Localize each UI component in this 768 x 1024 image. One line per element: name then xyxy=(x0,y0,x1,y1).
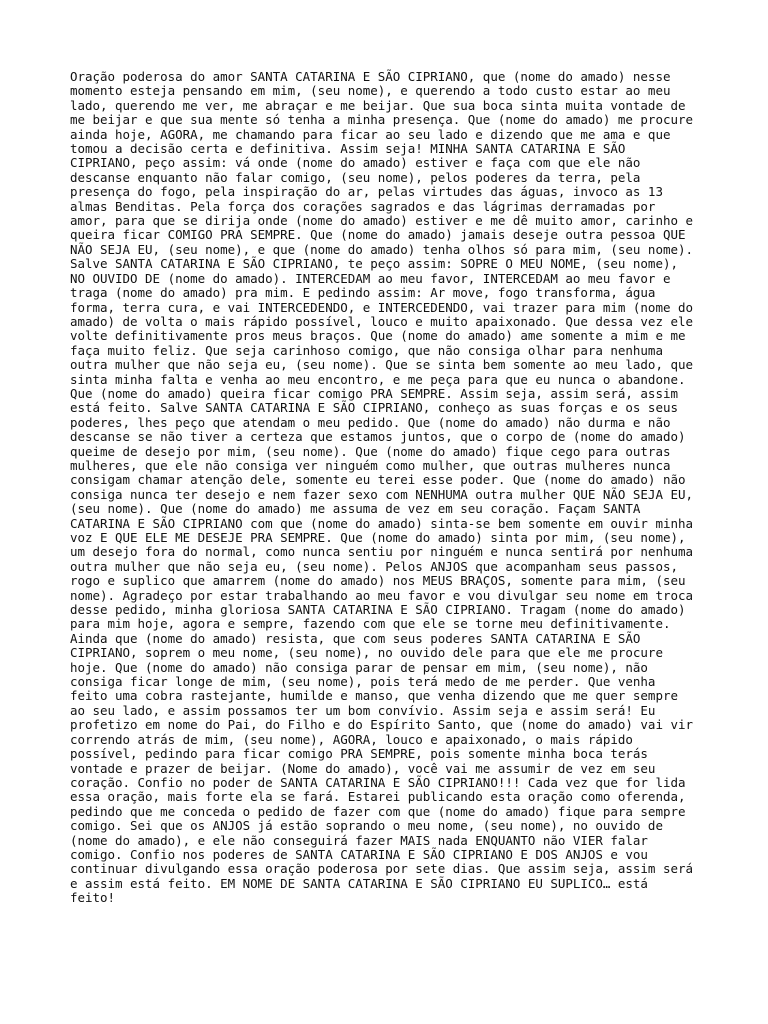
body-paragraph: Oração poderosa do amor SANTA CATARINA E SÃO CIPRIANO, que (nome do amado) nesse momento esteja pensando em mim, (seu nome), e querendo a todo custo estar ao meu lado, querendo me ver, me abraçar e me beijar. Que sua boca sinta muita vontade de me beijar e que sua mente só tenha a minha presença. Que (nome do amado) me procure ainda hoje, AGORA, me chamando para ficar ao seu lado e dizendo que me ama e que tomou a decisão certa e definitiva. Assim seja! MINHA SANTA CATARINA E SÃO CIPRIANO, peço assim: vá onde (nome do amado) estiver e faça com que ele não descanse enquanto não falar comigo, (seu nome), pelos poderes da terra, pela presença do fogo, pela inspiração do ar, pelas virtudes das águas, invoco as 13 almas Benditas. Pela força dos corações sagrados e das lágrimas derramadas por amor, para que se dirija onde (nome do amado) estiver e me dê muito amor, carinho e queira ficar COMIGO PRA SEMPRE. Que (nome do amado) jamais deseje outra pessoa QUE NÃO SEJA EU, (seu nome), e que (nome do amado) tenha olhos só para mim, (seu nome). Salve SANTA CATARINA E SÃO CIPRIANO, te peço assim: SOPRE O MEU NOME, (seu nome), NO OUVIDO DE (nome do amado). INTERCEDAM ao meu favor, INTERCEDAM ao meu favor e traga (nome do amado) pra mim. E pedindo assim: Ar move, fogo transforma, água forma, terra cura, e vai INTERCEDENDO, e INTERCEDENDO, vai trazer para mim (nome do amado) de volta o mais rápido possível, louco e muito apaixonado. Que dessa vez ele volte definitivamente pros meus braços. Que (nome do amado) ame somente a mim e me faça muito feliz. Que seja carinhoso comigo, que não consiga olhar para nenhuma outra mulher que não seja eu, (seu nome). Que se sinta bem somente ao meu lado, que sinta minha falta e venha ao meu encontro, e me peça para que eu nunca o abandone. Que (nome do amado) queira ficar comigo PRA SEMPRE. Assim seja, assim será, assim está feito. Salve SANTA CATARINA E SÃO CIPRIANO, conheço as suas forças e os seus poderes, lhes peço que atendam o meu pedido. Que (nome do amado) não durma e não descanse se não tiver a certeza que estamos juntos, que o corpo de (nome do amado) queime de desejo por mim, (seu nome). Que (nome do amado) fique cego para outras mulheres, que ele não consiga ver ninguém como mulher, que outras mulheres nunca consigam chamar atenção dele, somente eu terei esse poder. Que (nome do amado) não consiga nunca ter desejo e nem fazer sexo com NENHUMA outra mulher QUE NÃO SEJA EU, (seu nome). Que (nome do amado) me assuma de vez em seu coração. Façam SANTA CATARINA E SÃO CIPRIANO com que (nome do amado) sinta-se bem somente em ouvir minha voz E QUE ELE ME DESEJE PRA SEMPRE. Que (nome do amado) sinta por mim, (seu nome), um desejo fora do normal, como nunca sentiu por ninguém e nunca sentirá por nenhuma outra mulher que não seja eu, (seu nome). Pelos ANJOS que acompanham seus passos, rogo e suplico que amarrem (nome do amado) nos MEUS BRAÇOS, somente para mim, (seu nome). Agradeço por estar trabalhando ao meu favor e vou divulgar seu nome em troca desse pedido, minha gloriosa SANTA CATARINA E SÃO CIPRIANO. Tragam (nome do amado) para mim hoje, agora e sempre, fazendo com que ele se torne meu definitivamente. Ainda que (nome do amado) resista, que com seus poderes SANTA CATARINA E SÃO CIPRIANO, soprem o meu nome, (seu nome), no ouvido dele para que ele me procure hoje. Que (nome do amado) não consiga parar de pensar em mim, (seu nome), não consiga ficar longe de mim, (seu nome), pois terá medo de me perder. Que venha feito uma cobra rastejante, humilde e manso, que venha dizendo que me quer sempre ao seu lado, e assim possamos ter um bom convívio. Assim seja e assim será! Eu profetizo em nome do Pai, do Filho e do Espírito Santo, que (nome do amado) vai vir correndo atrás de mim, (seu nome), AGORA, louco e apaixonado, o mais rápido possível, pedindo para ficar comigo PRA SEMPRE, pois somente minha boca terás vontade e prazer de beijar. (Nome do amado), você vai me assumir de vez em seu coração. Confio no poder de SANTA CATARINA E SÃO CIPRIANO!!! Cada vez que for lida essa oração, mais forte ela se fará. Estarei publicando esta oração como oferenda, pedindo que me conceda o pedido de fazer com que (nome do amado) fique para sempre comigo. Sei que os ANJOS já estão soprando o meu nome, (seu nome), no ouvido de (nome do amado), e ele não conseguirá fazer MAIS nada ENQUANTO não VIER falar comigo. Confio nos poderes de SANTA CATARINA E SÃO CIPRIANO E DOS ANJOS e vou continuar divulgando essa oração poderosa por sete dias. Que assim seja, assim será e assim está feito. EM NOME DE SANTA CATARINA E SÃO CIPRIANO EU SUPLICO… está feito! xyxy=(70,69,693,906)
